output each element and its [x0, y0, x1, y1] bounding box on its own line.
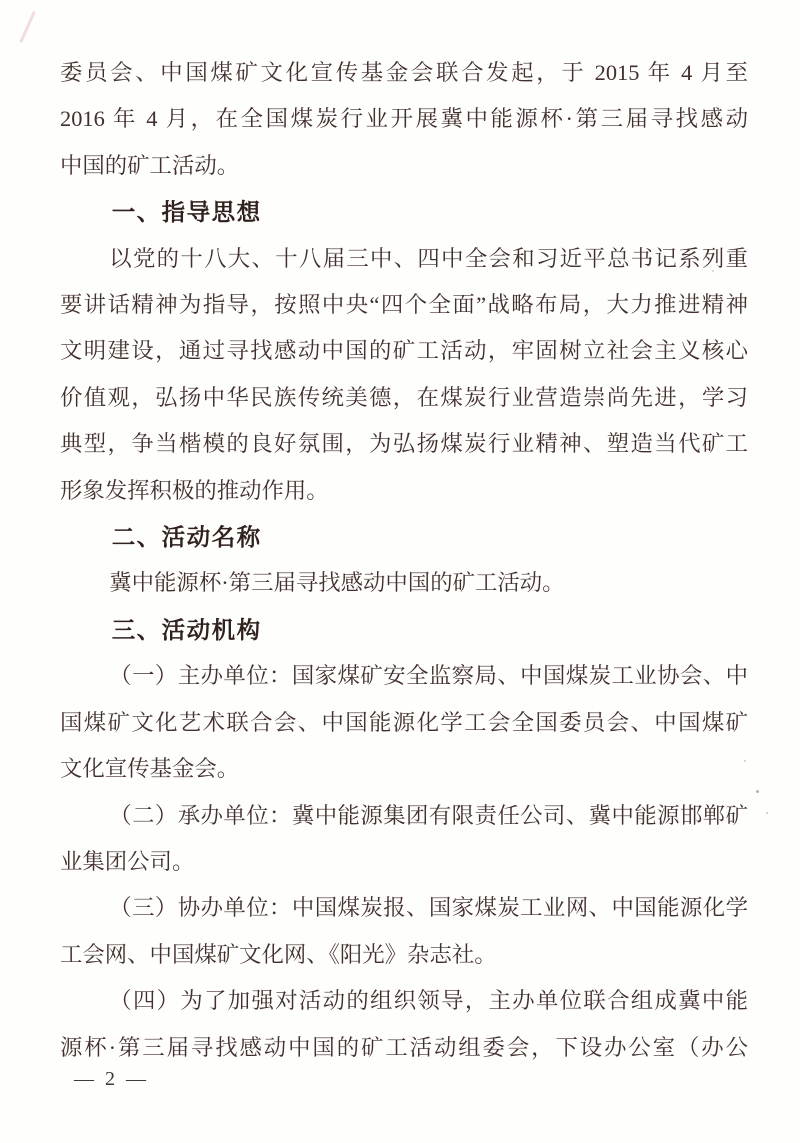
- paragraph: [60, 50, 748, 189]
- section-heading: [60, 514, 748, 560]
- text-line: 冀中能源杯·第三届寻找感动中国的矿工活动。: [109, 570, 565, 596]
- scan-smudge-artifact: [19, 11, 36, 43]
- text-line: 业集团公司。: [60, 848, 195, 874]
- heading-text: 二、活动名称: [111, 524, 262, 551]
- paragraph: [60, 978, 748, 1071]
- section-heading: [60, 607, 748, 653]
- heading-text: 一、指导思想: [111, 199, 262, 226]
- text-line: 文化宣传基金会。: [60, 756, 240, 782]
- heading-text: 三、活动机构: [111, 616, 262, 643]
- text-line: （一）主办单位：国家煤矿安全监察局、中国煤炭工业协会、中: [109, 663, 748, 689]
- text-line: 形象发挥积极的推动作用。: [60, 477, 329, 503]
- paragraph: [60, 885, 748, 978]
- page-footer: [74, 1068, 374, 1091]
- text-line: 典型，争当楷模的良好氛围，为弘扬煤炭行业精神、塑造当代矿工: [60, 431, 748, 457]
- text-line: （二）承办单位：冀中能源集团有限责任公司、冀中能源邯郸矿: [109, 802, 748, 828]
- text-line: 文明建设，通过寻找感动中国的矿工活动，牢固树立社会主义核心: [60, 338, 748, 364]
- text-line: 以党的十八大、十八届三中、四中全会和习近平总书记系列重: [109, 245, 748, 271]
- page-number: — 2 —: [74, 1068, 149, 1090]
- text-line: 委员会、中国煤矿文化宣传基金会联合发起，于 2015 年 4 月至: [60, 60, 748, 85]
- section-heading: [60, 189, 748, 235]
- paragraph: [60, 560, 748, 606]
- document-body: [60, 50, 748, 1071]
- scan-speck: [766, 812, 768, 814]
- text-line: （三）协办单位：中国煤炭报、国家煤炭工业网、中国能源化学: [109, 895, 748, 921]
- paragraph: [60, 653, 748, 792]
- text-line: 价值观，弘扬中华民族传统美德，在煤炭行业营造崇尚先进，学习: [60, 384, 748, 410]
- paragraph: [60, 236, 748, 514]
- text-line: （四）为了加强对活动的组织领导，主办单位联合组成冀中能: [109, 988, 748, 1014]
- text-line: 要讲话精神为指导，按照中央“四个全面”战略布局，大力推进精神: [60, 292, 748, 318]
- text-line: 2016 年 4 月，在全国煤炭行业开展冀中能源杯·第三届寻找感动: [60, 106, 748, 132]
- scan-speck: [756, 790, 759, 793]
- text-line: 国煤矿文化艺术联合会、中国能源化学工会全国委员会、中国煤矿: [60, 709, 748, 735]
- text-line: 源杯·第三届寻找感动中国的矿工活动组委会，下设办公室（办公: [60, 1034, 748, 1060]
- text-line: 工会网、中国煤矿文化网、《阳光》杂志社。: [60, 941, 497, 967]
- text-line: 中国的矿工活动。: [60, 152, 240, 178]
- paragraph: [60, 793, 748, 886]
